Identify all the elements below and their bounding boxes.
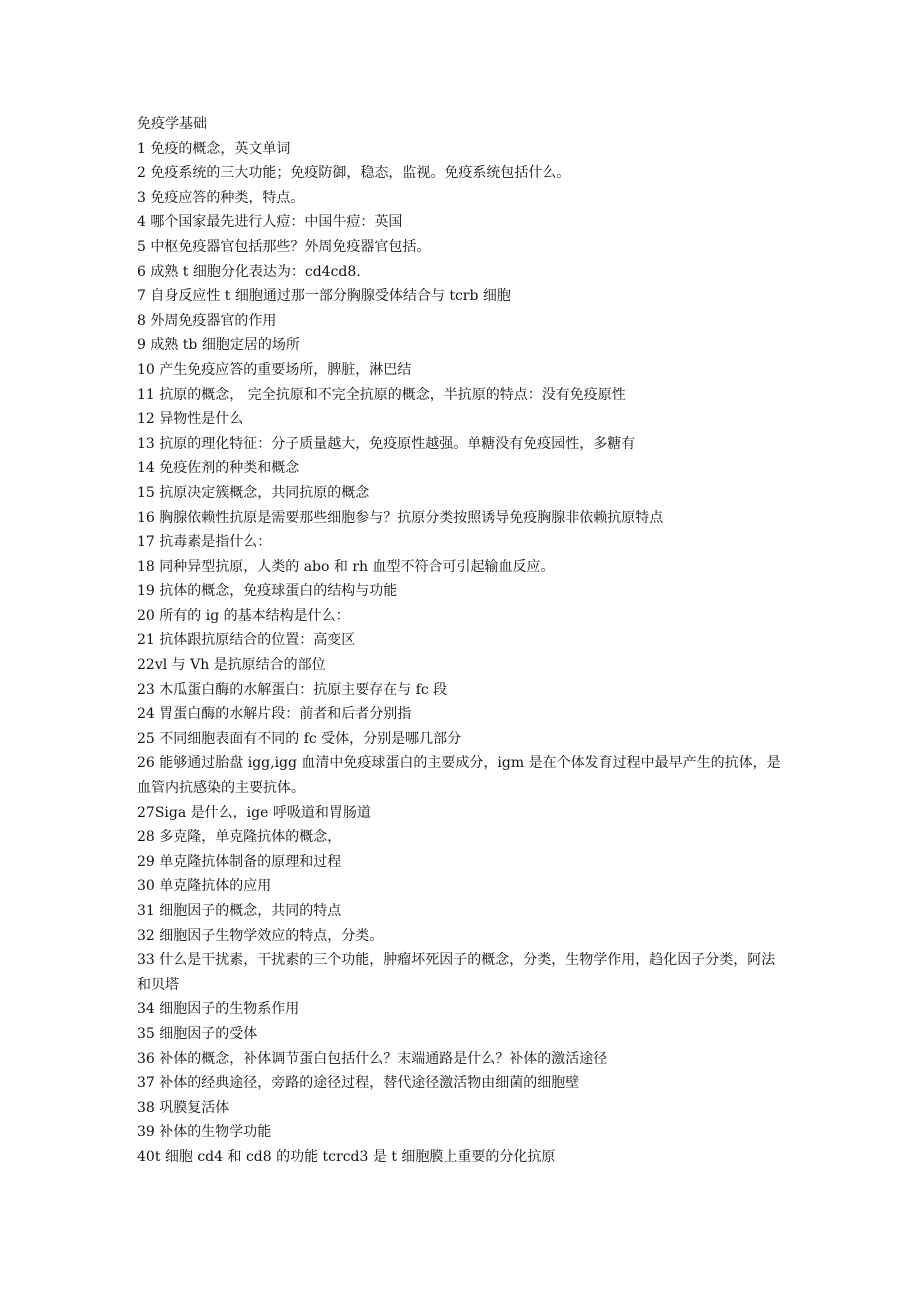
question-line: 35 细胞因子的受体 [137,1025,258,1042]
question-line: 38 巩膜复活体 [137,1099,230,1116]
question-line: 12 异物性是什么 [137,411,244,428]
question-line: 8 外周免疫器官的作用 [137,312,277,329]
question-line: 14 免疫佐剂的种类和概念 [137,460,300,477]
question-line: 22vl 与 Vh 是抗原结合的部位 [137,657,326,674]
question-line: 11 抗原的概念， 完全抗原和不完全抗原的概念，半抗原的特点：没有免疫原性 [137,386,626,403]
question-line: 28 多克隆，单克隆抗体的概念， [137,829,342,846]
question-line: 3 免疫应答的种类，特点。 [137,189,305,206]
question-line: 9 成熟 tb 细胞定居的场所 [137,337,300,354]
question-line: 32 细胞因子生物学效应的特点，分类。 [137,927,384,944]
question-line: 10 产生免疫应答的重要场所，脾脏，淋巴结 [137,361,412,378]
question-line: 37 补体的经典途径，旁路的途径过程，替代途径激活物由细菌的细胞壁 [137,1075,580,1092]
question-line: 1 免疫的概念，英文单词 [137,140,291,157]
question-line: 34 细胞因子的生物系作用 [137,1001,300,1018]
question-line: 7 自身反应性 t 细胞通过那一部分胸腺受体结合与 tcrb 细胞 [137,288,511,305]
question-line: 33 什么是干扰素，干扰素的三个功能，肿瘤坏死因子的概念，分类，生物学作用，趋化因子分类，阿法和贝塔 [137,952,776,993]
question-line: 21 抗体跟抗原结合的位置：高变区 [137,632,356,649]
question-list [137,137,787,1170]
question-line: 15 抗原决定簇概念，共同抗原的概念 [137,484,370,501]
question-line: 30 单克隆抗体的应用 [137,878,272,895]
question-line: 16 胸腺依赖性抗原是需要那些细胞参与？抗原分类按照诱导免疫胸腺非依赖抗原特点 [137,509,664,526]
question-line: 39 补体的生物学功能 [137,1124,272,1141]
question-line: 4 哪个国家最先进行人痘：中国牛痘：英国 [137,214,403,231]
question-line: 18 同种异型抗原，人类的 abo 和 rh 血型不符合可引起输血反应。 [137,558,555,575]
question-line: 24 胃蛋白酶的水解片段：前者和后者分别指 [137,706,412,723]
document-page [137,112,787,1170]
question-line: 6 成熟 t 细胞分化表达为：cd4cd8. [137,263,361,280]
question-line: 25 不同细胞表面有不同的 fc 受体，分别是哪几部分 [137,730,462,747]
question-line: 40t 细胞 cd4 和 cd8 的功能 tcrcd3 是 t 细胞膜上重要的分化抗原 [137,1148,556,1165]
question-line: 20 所有的 ig 的基本结构是什么： [137,607,350,624]
question-line: 36 补体的概念，补体调节蛋白包括什么？末端通路是什么？补体的激活途径 [137,1050,608,1067]
question-line: 19 抗体的概念，免疫球蛋白的结构与功能 [137,583,398,600]
question-line: 13 抗原的理化特征：分子质量越大，免疫原性越强。单糖没有免疫园性，多糖有 [137,435,636,452]
question-line: 23 木瓜蛋白酶的水解蛋白：抗原主要存在与 fc 段 [137,681,448,698]
question-line: 5 中枢免疫器官包括那些？外周免疫器官包括。 [137,238,431,255]
question-line: 17 抗毒素是指什么： [137,534,272,551]
question-line: 27Siga 是什么，ige 呼吸道和胃肠道 [137,804,371,821]
question-line: 29 单克隆抗体制备的原理和过程 [137,853,342,870]
question-line: 2 免疫系统的三大功能；免疫防御，稳态，监视。免疫系统包括什么。 [137,165,571,182]
document-title: 免疫学基础 [137,116,207,132]
question-line: 26 能够通过胎盘 igg,igg 血清中免疫球蛋白的主要成分，igm 是在个体发育过程中最早产生的抗体，是血管内抗感染的主要抗体。 [137,755,781,797]
question-line: 31 细胞因子的概念，共同的特点 [137,903,342,919]
